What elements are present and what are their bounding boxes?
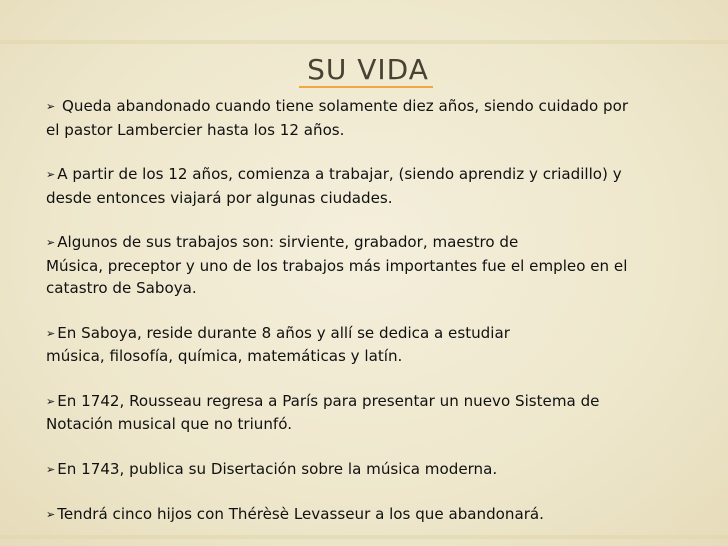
slide-title: SU VIDA xyxy=(307,53,429,86)
bullet-item xyxy=(46,231,706,300)
bullet-line: Música, preceptor y uno de los trabajos más importantes fue el empleo en el xyxy=(46,256,628,275)
bullet-line: En Saboya, reside durante 8 años y allí se dedica a estudiar xyxy=(57,323,510,342)
slide-body xyxy=(46,95,706,527)
arrow-bullet-icon: ➢ xyxy=(46,462,56,476)
bullet-line: música, filosofía, química, matemáticas y latín. xyxy=(46,347,403,365)
arrow-bullet-icon: ➢ xyxy=(46,168,56,181)
bullet-line: Queda abandonado cuando tiene solamente diez años, siendo cuidado por xyxy=(62,97,629,115)
bullet-line: desde entonces viajará por algunas ciudades. xyxy=(46,188,393,207)
arrow-bullet-icon: ➢ xyxy=(46,508,56,521)
bullet-line: Tendrá cinco hijos con Thérèsè Levasseur a los que abandonará. xyxy=(57,505,544,523)
bullet-item xyxy=(46,322,706,368)
bullet-line: Algunos de sus trabajos son: sirviente, grabador, maestro de xyxy=(57,233,519,251)
bullet-line: En 1742, Rousseau regresa a París para presentar un nuevo Sistema de xyxy=(57,391,600,410)
title-underline xyxy=(299,86,433,88)
arrow-bullet-icon: ➢ xyxy=(46,326,56,340)
bullet-item xyxy=(46,503,706,527)
arrow-bullet-icon: ➢ xyxy=(46,100,56,113)
bullet-line: En 1743, publica su Disertación sobre la música moderna. xyxy=(57,459,498,478)
bullet-item xyxy=(46,458,706,482)
bullet-item xyxy=(46,390,706,436)
decorative-stripe-top xyxy=(0,40,728,44)
arrow-bullet-icon: ➢ xyxy=(46,236,56,249)
bullet-line: A partir de los 12 años, comienza a trabajar, (siendo aprendiz y criadillo) y xyxy=(57,165,622,183)
bullet-item xyxy=(46,95,706,141)
bullet-line: el pastor Lambercier hasta los 12 años. xyxy=(46,120,345,139)
decorative-stripe-bottom xyxy=(0,535,728,539)
bullet-line: Notación musical que no triunfó. xyxy=(46,415,293,433)
bullet-item xyxy=(46,163,706,209)
bullet-line: catastro de Saboya. xyxy=(46,279,197,297)
arrow-bullet-icon: ➢ xyxy=(46,394,56,408)
